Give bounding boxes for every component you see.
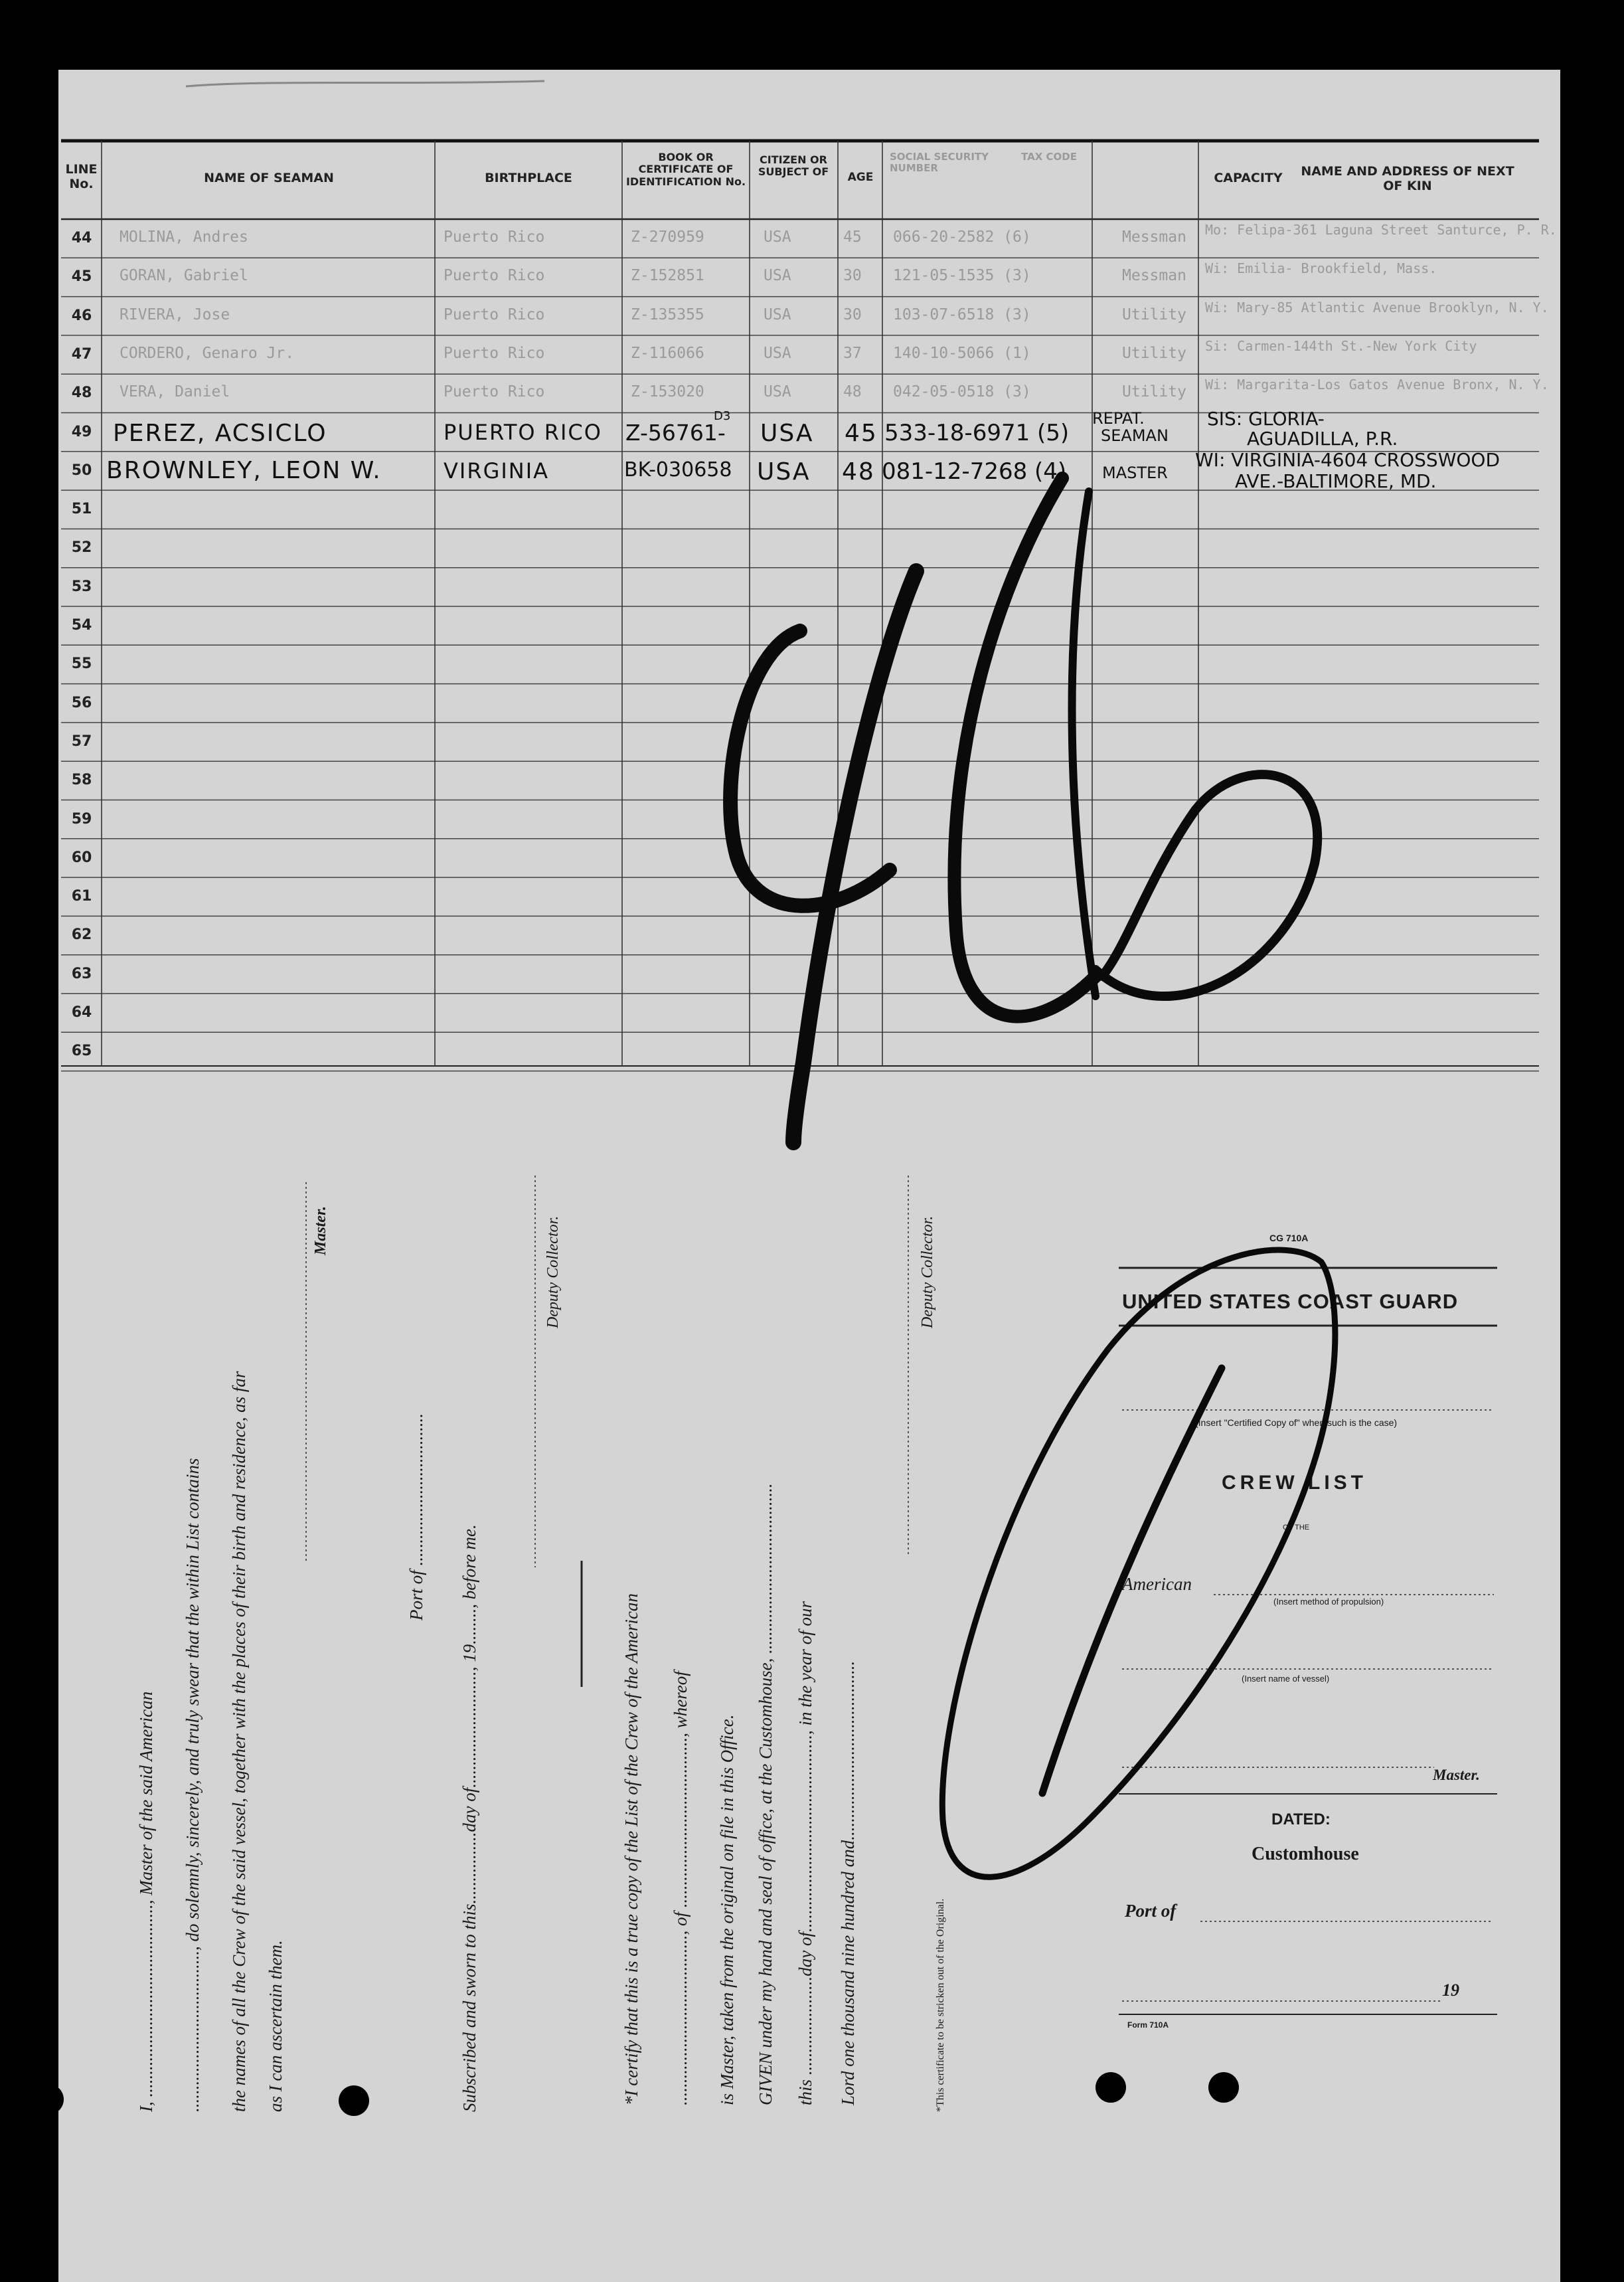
- capacity-cont: SEAMAN: [1101, 426, 1169, 445]
- seaman-name: BROWNLEY, LEON W.: [106, 457, 382, 484]
- faded-name: MOLINA, Andres: [120, 228, 248, 246]
- oath-line-1: I, ..........................................., Master of the said American: [136, 1691, 156, 2112]
- cover-master-label: Master.: [1433, 1767, 1480, 1783]
- faded-name: GORAN, Gabriel: [120, 267, 248, 285]
- capacity: MASTER: [1102, 464, 1168, 482]
- faded-book: Z-116066: [631, 344, 704, 362]
- faded-book: Z-152851: [631, 267, 704, 285]
- age: 45: [845, 420, 878, 447]
- header-name: NAME OF SEAMAN: [204, 171, 334, 185]
- punch-hole: [1208, 2072, 1239, 2103]
- certificate-line-5: this ......................day of............................................, in the year of our: [795, 1601, 815, 2105]
- line-number: 46: [71, 307, 92, 324]
- faded-ssn: 066-20-2582 (6): [893, 228, 1031, 246]
- certificate-line-3: is Master, taken from the original on file in this Office.: [717, 1714, 737, 2105]
- faded-birthplace: Puerto Rico: [444, 383, 545, 401]
- line-number: 61: [71, 888, 92, 905]
- faded-kin: Wi: Margarita-Los Gatos Avenue Bronx, N. Y.: [1205, 377, 1549, 393]
- faded-kin: Wi: Emilia- Brookfield, Mass.: [1205, 260, 1437, 277]
- line-number: 64: [71, 1004, 92, 1021]
- of-the-label: OF THE: [1283, 1524, 1310, 1532]
- line-number: 63: [71, 965, 92, 982]
- form-code: CG 710A: [1269, 1233, 1309, 1243]
- oath-subscribed: Subscribed and sworn to this................day of.........................., 19........, before me.: [459, 1524, 479, 2112]
- birthplace: VIRGINIA: [444, 458, 550, 483]
- faded-capacity: Messman: [1122, 267, 1186, 285]
- header-citizen: CITIZEN OR SUBJECT OF: [758, 153, 829, 179]
- line-number: 49: [71, 423, 92, 440]
- book-number: Z-56761-: [625, 420, 726, 446]
- social-security-number: 081-12-7268 (4): [882, 458, 1067, 485]
- faded-ssn: 042-05-0518 (3): [893, 383, 1031, 401]
- dated-label: DATED:: [1271, 1810, 1331, 1828]
- punch-hole: [1096, 2072, 1126, 2103]
- faded-birthplace: Puerto Rico: [444, 228, 545, 246]
- faded-capacity: Messman: [1122, 228, 1186, 246]
- line-number: 59: [71, 810, 92, 828]
- faded-book: Z-135355: [631, 306, 704, 323]
- faded-name: CORDERO, Genaro Jr.: [120, 344, 295, 362]
- american-label: American: [1122, 1574, 1192, 1594]
- header-tax-code: TAX CODE: [1021, 151, 1077, 163]
- age: 48: [842, 458, 875, 485]
- faded-ssn: 121-05-1535 (3): [893, 267, 1031, 285]
- faded-name: VERA, Daniel: [120, 383, 230, 401]
- faded-kin: Mo: Felipa-361 Laguna Street Santurce, P. R.: [1205, 222, 1557, 238]
- line-number: 44: [71, 230, 92, 246]
- insert-rig-note: (Insert method of propulsion): [1273, 1597, 1384, 1607]
- citizen: USA: [757, 458, 811, 485]
- faded-kin: Si: Carmen-144th St.-New York City: [1205, 337, 1477, 354]
- header-birthplace: BIRTHPLACE: [485, 171, 572, 185]
- line-number: 58: [71, 772, 92, 789]
- line-number: 48: [71, 385, 92, 402]
- faded-book: Z-153020: [631, 383, 704, 401]
- punch-hole: [33, 2084, 64, 2115]
- cover-port-of: Port of: [1125, 1901, 1177, 1921]
- form-number: Form 710A: [1127, 2020, 1169, 2030]
- faded-citizen: USA: [764, 267, 791, 285]
- oath-line-2: ...................................., do solemnly, sincerely, and truly swear that the within List contains: [183, 1458, 203, 2112]
- faded-age: 45: [843, 228, 862, 246]
- book-superscript: D3: [714, 409, 731, 423]
- faded-birthplace: Puerto Rico: [444, 267, 545, 285]
- cover-year: 19: [1442, 1980, 1459, 2000]
- line-number: 50: [71, 462, 92, 479]
- line-number: 57: [71, 733, 92, 750]
- insert-vessel-name-note: (Insert name of vessel): [1242, 1674, 1330, 1684]
- citizen: USA: [760, 420, 814, 447]
- oath-master: Master.: [312, 1205, 329, 1255]
- header-age: AGE: [847, 171, 874, 184]
- faded-ssn: 103-07-6518 (3): [893, 306, 1031, 323]
- seaman-name: PEREZ, ACSICLO: [113, 420, 327, 447]
- header-next-of-kin: NAME AND ADDRESS OF NEXT OF KIN: [1301, 164, 1514, 193]
- next-of-kin: SIS: GLORIA-: [1207, 408, 1325, 430]
- line-number: 65: [71, 1043, 92, 1060]
- agency-name: UNITED STATES COAST GUARD: [1122, 1290, 1459, 1313]
- next-of-kin-address: AVE.-BALTIMORE, MD.: [1235, 470, 1437, 492]
- faded-capacity: Utility: [1122, 383, 1186, 401]
- faded-birthplace: Puerto Rico: [444, 306, 545, 323]
- customhouse-label: Customhouse: [1252, 1844, 1359, 1864]
- oath-port-of: Port of ..................................: [406, 1413, 426, 1621]
- punch-hole: [339, 2085, 369, 2116]
- faded-citizen: USA: [764, 306, 791, 323]
- line-number: 47: [71, 345, 92, 363]
- line-number: 45: [71, 268, 92, 286]
- capacity: REPAT.: [1092, 409, 1145, 428]
- certificate-line-1: *I certify that this is a true copy of the List of the Crew of the American: [621, 1593, 641, 2105]
- social-security-number: 533-18-6971 (5): [884, 420, 1070, 446]
- oath-deputy-collector: Deputy Collector.: [544, 1215, 562, 1328]
- faded-name: RIVERA, Jose: [120, 306, 230, 323]
- faded-age: 30: [843, 306, 862, 323]
- faded-age: 37: [843, 344, 862, 362]
- faded-citizen: USA: [764, 344, 791, 362]
- faded-capacity: Utility: [1122, 306, 1186, 323]
- header-ssn: SOCIAL SECURITY NUMBER: [890, 151, 989, 175]
- certificate-footnote: *This certificate to be stricken out of the Original.: [935, 1898, 946, 2112]
- certificate-line-2: ......................................, of ......................................, whereof: [671, 1671, 690, 2105]
- line-number: 56: [71, 694, 92, 711]
- line-number: 53: [71, 578, 92, 595]
- book-number: BK-030658: [624, 458, 732, 482]
- faded-age: 30: [843, 267, 862, 285]
- faded-citizen: USA: [764, 383, 791, 401]
- faded-birthplace: Puerto Rico: [444, 344, 545, 362]
- faded-ssn: 140-10-5066 (1): [893, 344, 1031, 362]
- line-number: 60: [71, 849, 92, 866]
- certificate-line-6: Lord one thousand nine hundred and........................................: [838, 1660, 858, 2105]
- next-of-kin: WI: VIRGINIA-4604 CROSSWOOD: [1195, 449, 1501, 471]
- oath-line-3: the names of all the Crew of the said vessel, together with the places of their birth and residence, as far: [229, 1371, 249, 2112]
- line-number: 55: [71, 656, 92, 673]
- certificate-line-4: GIVEN under my hand and seal of office, at the Customhouse, ......................................: [756, 1483, 775, 2105]
- crew-list-title: CREW LIST: [1222, 1472, 1367, 1494]
- birthplace: PUERTO RICO: [444, 420, 602, 445]
- faded-kin: Wi: Mary-85 Atlantic Avenue Brooklyn, N. Y.: [1205, 299, 1549, 315]
- oath-line-4: as I can ascertain them.: [266, 1940, 285, 2112]
- faded-age: 48: [843, 383, 862, 401]
- line-number: 52: [71, 539, 92, 557]
- line-number: 54: [71, 617, 92, 634]
- insert-certified-note: (Insert "Certified Copy of" when such is the case): [1195, 1417, 1398, 1428]
- line-number: 62: [71, 926, 92, 944]
- faded-book: Z-270959: [631, 228, 704, 246]
- next-of-kin-address: AGUADILLA, P.R.: [1247, 428, 1398, 450]
- faded-capacity: Utility: [1122, 344, 1186, 362]
- line-number: 51: [71, 501, 92, 518]
- header-capacity: CAPACITY: [1214, 171, 1283, 185]
- header-line-no: LINE No.: [65, 162, 98, 191]
- header-book: BOOK OR CERTIFICATE OF IDENTIFICATION No.: [625, 151, 746, 188]
- certificate-deputy-collector: Deputy Collector.: [919, 1215, 936, 1328]
- faded-citizen: USA: [764, 228, 791, 246]
